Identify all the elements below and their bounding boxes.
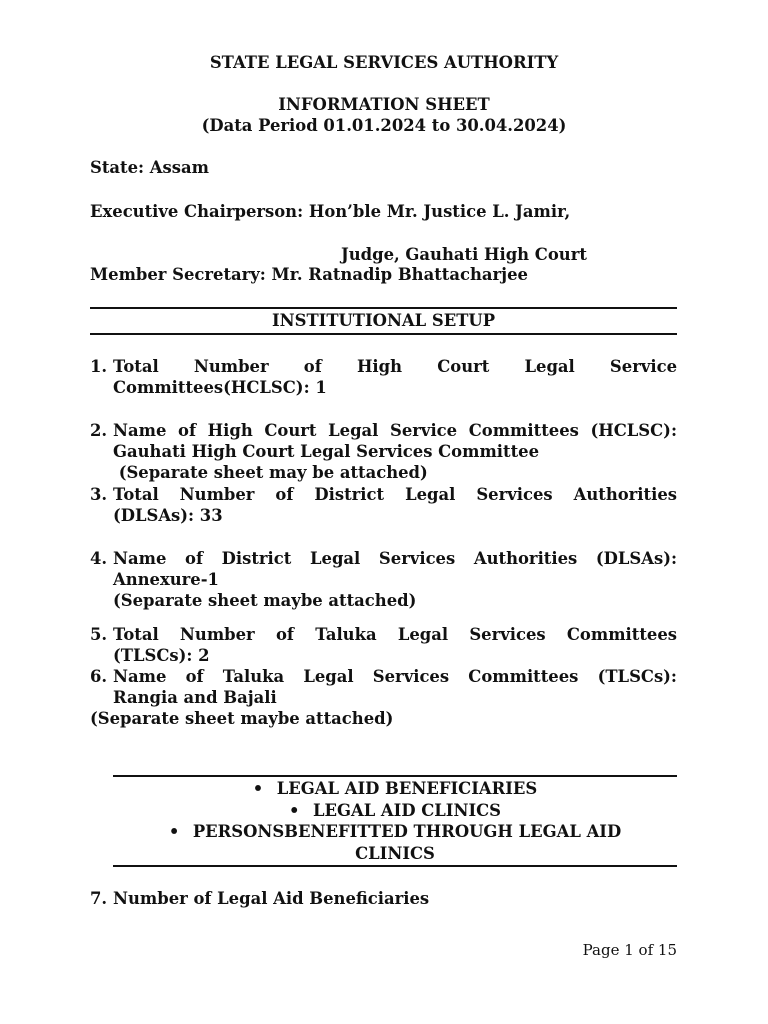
item-text: Annexure-1 [113, 570, 219, 589]
chairperson-line: Executive Chairperson: Hon’ble Mr. Justice L. Jamir, [90, 202, 571, 221]
item-number: 1. [90, 357, 108, 376]
bullet-item: • PERSONSBENEFITTED THROUGH LEGAL AID CLINICS [168, 822, 622, 863]
item-number: 7. [90, 889, 108, 908]
org-title: STATE LEGAL SERVICES AUTHORITY [209, 53, 559, 72]
item-text: (TLSCs): 2 [113, 646, 210, 665]
section-rule-top [90, 307, 677, 309]
bullet-icon: • [288, 800, 300, 820]
list-item [90, 548, 677, 611]
item-text: Committees(HCLSC): 1 [113, 378, 327, 397]
data-period: (Data Period 01.01.2024 to 30.04.2024) [201, 116, 567, 135]
bullet-item: • LEGAL AID BENEFICIARIES [252, 779, 538, 798]
bullet-icon: • [168, 822, 180, 841]
bullet-item: • LEGAL AID CLINICS [288, 800, 502, 820]
bullet-list [113, 778, 677, 864]
list-item [90, 356, 677, 398]
item-text: Total Number of District Legal Services Authorities [113, 485, 677, 504]
item-text: Name of District Legal Services Authorities (DLSAs): [113, 549, 677, 568]
chairperson-role: Judge, Gauhati High Court [341, 245, 587, 264]
list-item [90, 666, 677, 708]
member-secretary-line: Member Secretary: Mr. Ratnadip Bhattacharjee [90, 265, 528, 284]
state-line: State: Assam [90, 158, 209, 177]
section-rule-bottom [90, 333, 677, 335]
item-text: Rangia and Bajali [113, 688, 277, 707]
bullet-icon: • [252, 779, 264, 798]
item-text: Number of Legal Aid Beneficiaries [113, 889, 430, 908]
item-text: (DLSAs): 33 [113, 506, 223, 525]
sheet-title: INFORMATION SHEET [278, 95, 490, 114]
list-item [90, 624, 677, 666]
bullets-rule-bottom [113, 865, 677, 867]
list-item [90, 484, 677, 526]
item-number: 3. [90, 485, 108, 504]
item-text: Total Number of Taluka Legal Services Committees [113, 625, 677, 644]
item-number: 2. [90, 421, 108, 440]
list-item [90, 420, 677, 483]
item-number: 4. [90, 549, 108, 568]
item-text: Total Number of High Court Legal Service [113, 357, 677, 376]
item-text: (Separate sheet maybe attached) [113, 591, 417, 610]
list-item [90, 888, 677, 909]
item-text: (Separate sheet may be attached) [113, 463, 428, 482]
item-number: 5. [90, 625, 108, 644]
section-title: INSTITUTIONAL SETUP [271, 311, 496, 330]
bullets-rule-top [113, 775, 677, 777]
item-number: 6. [90, 667, 108, 686]
page-number: Page 1 of 15 [582, 941, 677, 959]
item-text: Name of Taluka Legal Services Committees (TLSCs): [113, 667, 677, 686]
item-text: Name of High Court Legal Service Committees (HCLSC): [113, 421, 677, 440]
trailing-note: (Separate sheet maybe attached) [90, 709, 394, 728]
item-text: Gauhati High Court Legal Services Committee [113, 442, 540, 461]
